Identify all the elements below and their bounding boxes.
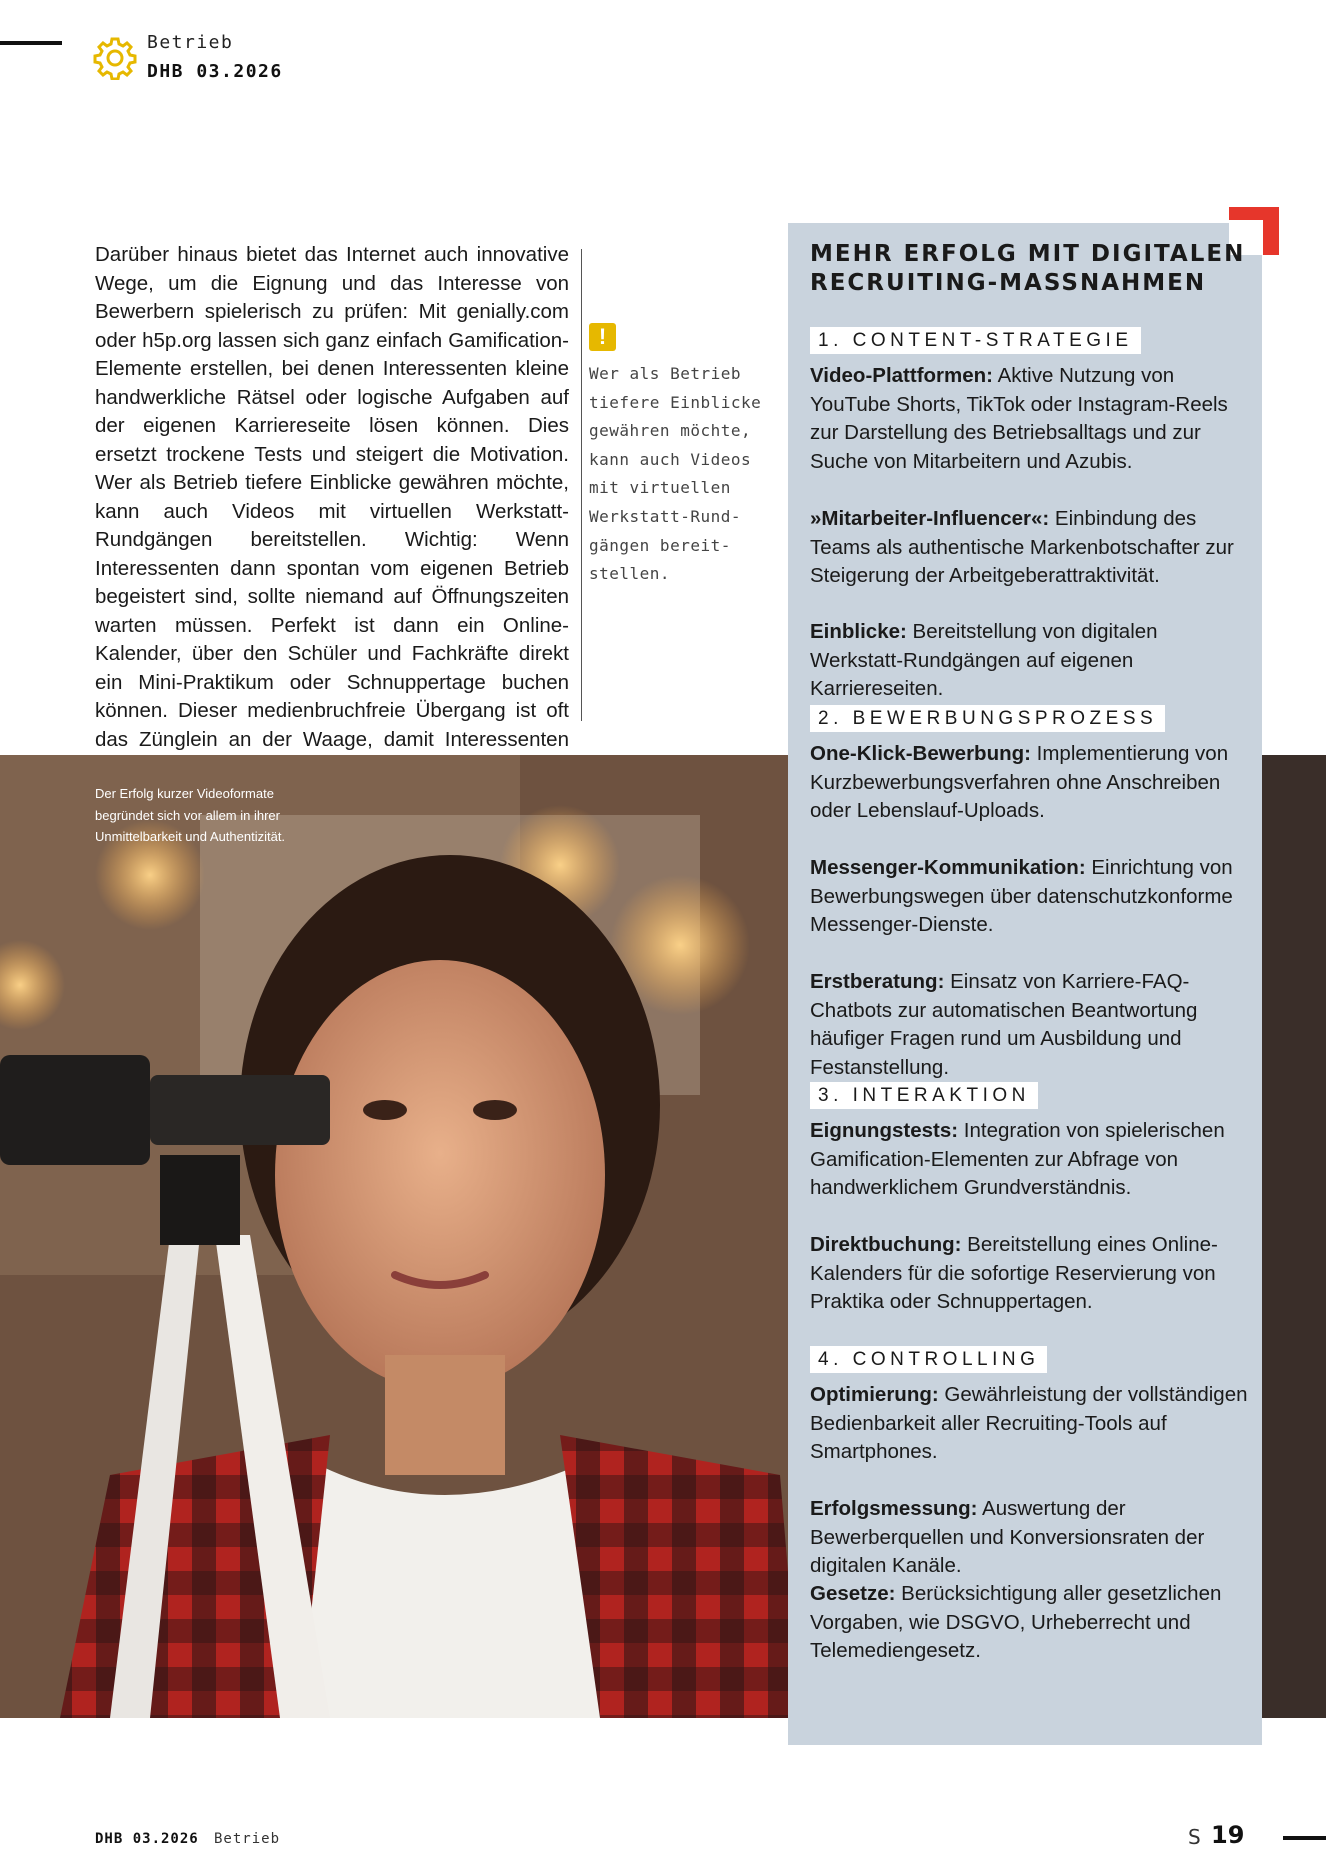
item-label: Erfolgsmessung:	[810, 1497, 978, 1520]
list-item	[810, 968, 1250, 1082]
gear-icon	[93, 36, 137, 80]
exclamation-icon: !	[589, 323, 616, 351]
footer-issue-label: DHB 03.2026	[95, 1831, 199, 1847]
photo-caption: Der Erfolg kurzer Videoformate begründet sich vor allem in ihrer Unmittelbarkeit und Authentizität.	[95, 786, 286, 844]
info-box-title: MEHR ERFOLG MIT DIGITALEN RECRUITING-MASSNAHMEN	[810, 241, 1246, 296]
list-item	[810, 1117, 1250, 1203]
page-number: 19	[1211, 1821, 1245, 1849]
item-label: Gesetze:	[810, 1582, 896, 1605]
section-header-bewerbungsprozess: 2. BEWERBUNGSPROZESS	[810, 705, 1165, 732]
side-note-quote: Wer als Betrieb tiefere Einblicke gewähren möchte, kann auch Videos mit virtuellen Werkstatt-Rund- gängen bereit- stellen.	[589, 364, 762, 584]
list-item	[810, 1381, 1250, 1467]
list-item	[810, 854, 1250, 940]
list-item	[810, 1580, 1250, 1666]
item-text: Berücksichtigung aller gesetzlichen Vorgaben, wie DSGVO, Urheberrecht und Telemediengesetz.	[810, 1582, 1222, 1662]
column-divider	[581, 249, 582, 721]
item-text: Bereitstellung eines Online-Kalenders für die sofortige Reservierung von Praktika oder Schnuppertagen.	[810, 1233, 1218, 1313]
item-text: Gewährleistung der vollständigen Bedienbarkeit aller Recruiting-Tools auf Smartphones.	[810, 1383, 1248, 1463]
item-text: Aktive Nutzung von YouTube Shorts, TikTok oder Instagram-Reels zur Darstellung des Betriebsalltags und zur Suche von Mitarbeitern und Azubis.	[810, 364, 1228, 473]
item-text: Bereitstellung von digitalen Werkstatt-Rundgängen auf eigenen Karriereseiten.	[810, 620, 1158, 700]
item-text: Einbindung des Teams als authentische Markenbotschafter zur Steigerung der Arbeitgeberattraktivität.	[810, 507, 1234, 587]
item-label: Eignungstests:	[810, 1119, 959, 1142]
header-issue-label: DHB 03.2026	[147, 61, 283, 82]
item-label: Messenger-Kommunikation:	[810, 856, 1086, 879]
item-label: One-Klick-Bewerbung:	[810, 742, 1031, 765]
item-text: Auswertung der Bewerberquellen und Konversionsraten der digitalen Kanäle.	[810, 1497, 1205, 1577]
item-text: Einsatz von Karriere-FAQ-Chatbots zur automatischen Beantwortung häufiger Fragen rund um Ausbildung und Festanstellung.	[810, 970, 1198, 1079]
item-label: Erstberatung:	[810, 970, 945, 993]
section-header-controlling: 4. CONTROLLING	[810, 1346, 1047, 1373]
item-label: Direktbuchung:	[810, 1233, 962, 1256]
header-rule	[0, 41, 62, 45]
list-item	[810, 362, 1250, 476]
item-text: Einrichtung von Bewerbungswegen über datenschutzkonforme Messenger-Dienste.	[810, 856, 1233, 936]
article-body-text: Darüber hinaus bietet das Internet auch innovative Wege, um die Eignung und das Interesse von Bewerbern spielerisch zu prüfen: Mit genially.com oder h5p.org lassen sich ganz einfach Gamification-Elemente erstellen, bei denen Interessenten kleine handwerkliche Rätsel oder logische Aufgaben auf der eigenen Karriereseite lösen können. Dies ersetzt trockene Tests und steigert die Motivation. Wer als Betrieb tiefere Einblicke gewähren möchte, kann auch Videos mit virtuellen Werkstatt-Rundgängen bereitstellen. Wichtig: Wenn Interessenten dann spontan vom eigenen Betrieb begeistert sind, sollte niemand auf Öffnungszeiten warten müssen. Perfekt ist dann ein Online-Kalender, über den Schüler und Fachkräfte direkt ein Mini-Praktikum oder Schnuppertage buchen können. Dieser medienbruchfreie Übergang ist oft das Zünglein an der Waage, damit Interessenten	[95, 243, 569, 751]
item-label: Einblicke:	[810, 620, 907, 643]
list-item	[810, 1231, 1250, 1317]
item-label: »Mitarbeiter-Influencer«:	[810, 507, 1050, 530]
footer-rule	[1283, 1836, 1326, 1840]
item-text: Integration von spielerischen Gamification-Elementen zur Abfrage von handwerklichem Grundverständnis.	[810, 1119, 1225, 1199]
list-item	[810, 618, 1250, 704]
list-item	[810, 505, 1250, 591]
list-item	[810, 740, 1250, 826]
list-item	[810, 1495, 1250, 1581]
footer-section-label: Betrieb	[214, 1831, 281, 1847]
item-text: Implementierung von Kurzbewerbungsverfahren ohne Anschreiben oder Lebenslauf-Uploads.	[810, 742, 1229, 822]
section-header-content-strategie: 1. CONTENT-STRATEGIE	[810, 327, 1141, 354]
item-label: Optimierung:	[810, 1383, 939, 1406]
header-section-label: Betrieb	[147, 32, 234, 53]
item-label: Video-Plattformen:	[810, 364, 993, 387]
page-prefix: S	[1188, 1825, 1201, 1849]
section-header-interaktion: 3. INTERAKTION	[810, 1082, 1038, 1109]
